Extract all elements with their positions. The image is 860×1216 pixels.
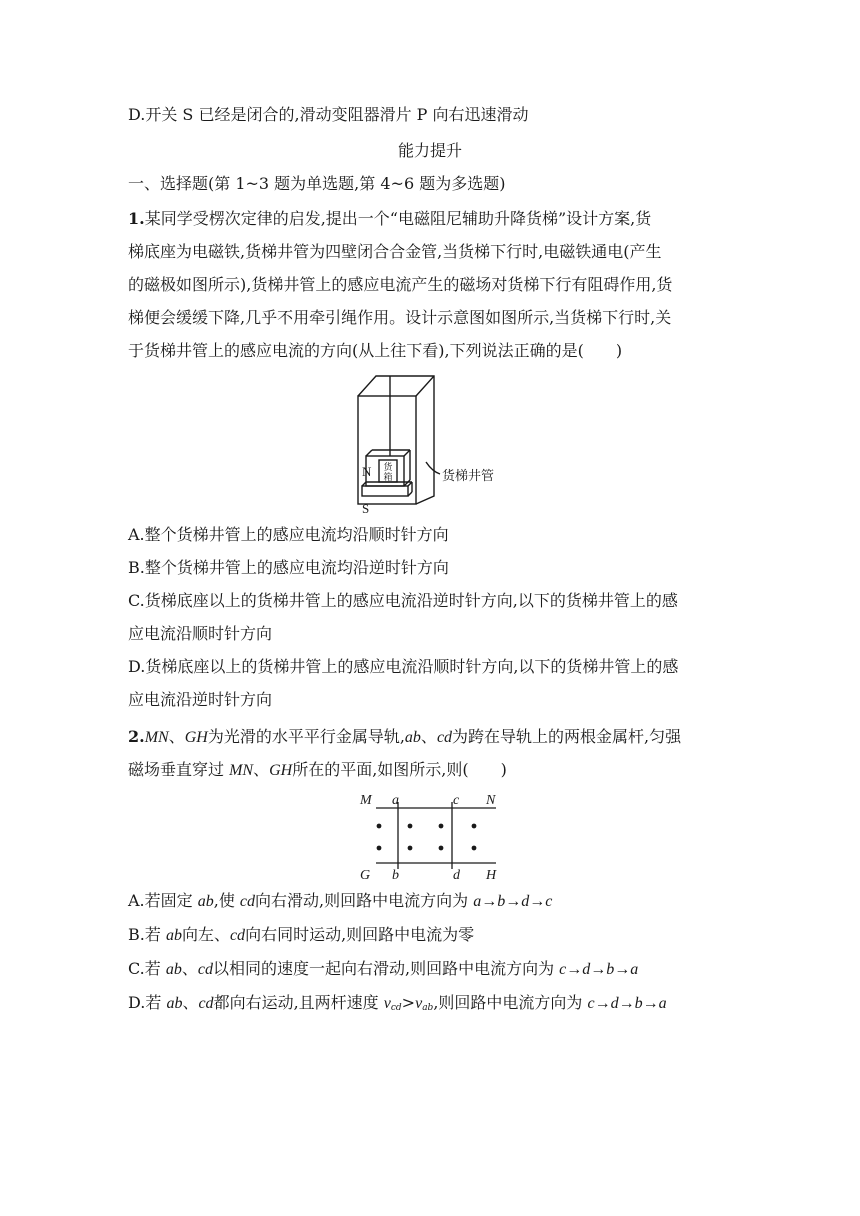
q1-option-c[interactable]: C.货梯底座以上的货梯井管上的感应电流沿逆时针方向,以下的货梯井管上的感 [128,591,678,610]
q2-term: cd [197,961,213,978]
cargo-box-char: 箱 [383,472,393,482]
q2-term: MN [144,729,169,746]
cargo-box-char: 货 [383,462,393,472]
velocity-symbol: v [383,995,391,1012]
velocity-symbol: v [415,995,423,1012]
q1-text-line: 梯底座为电磁铁,货梯井管为四壁闭合合金管,当货梯下行时,电磁铁通电(产生 [128,242,662,261]
q2-current-path: c→d→b→a [559,961,639,978]
rod-label-b: b [392,868,399,882]
q2-term: GH [184,729,208,746]
q1-text-line: 于货梯井管上的感应电流的方向(从上往下看),下列说法正确的是( ) [128,341,623,360]
q2-option-a[interactable] [128,890,552,913]
q2-text: 、 [168,727,185,746]
rod-label-d: d [453,868,460,882]
q2-current-path: a→b→d→c [473,893,553,910]
q2-text: ,则回路中电流方向为 [433,993,588,1012]
q2-text: A.若固定 [128,891,198,910]
part-heading: 一、选择题(第 1~3 题为单选题,第 4~6 题为多选题) [128,174,506,193]
q2-term: cd [229,927,246,944]
rail-label-h: H [486,868,497,882]
figure-label-s: S [362,501,370,514]
q2-text: 向右同时运动,则回路中电流为零 [245,925,475,944]
q2-current-path: c→d→b→a [587,995,667,1012]
velocity-subscript: ab [422,1003,434,1013]
q2-text: 所在的平面,如图所示,则( ) [292,760,507,779]
q2-line-2 [128,759,507,782]
q1-option-a[interactable]: A.整个货梯井管上的感应电流均沿顺时针方向 [128,525,449,544]
q1-text-line: 梯便会缓缓下降,几乎不用牵引绳作用。设计示意图如图所示,当货梯下行时,关 [128,308,672,327]
q2-text: 向右滑动,则回路中电流方向为 [255,891,474,910]
q2-text: 、 [182,993,199,1012]
q1-number: 1. [128,209,145,228]
q1-option-b[interactable]: B.整个货梯井管上的感应电流均沿逆时针方向 [128,558,449,577]
q2-term: cd [436,729,453,746]
q2-term: ab [166,995,183,1012]
q2-text: 、 [181,959,198,978]
q2-text: 都向右运动,且两杆速度 [213,993,384,1012]
rail-label-n: N [486,793,496,808]
q1-option-d-continued: 应电流沿逆时针方向 [128,690,273,709]
q2-term: ab [404,729,421,746]
q2-option-c[interactable] [128,958,638,981]
velocity-subscript: cd [390,1003,402,1013]
q2-number: 2. [128,727,145,746]
q2-text: B.若 [128,925,166,944]
q1-option-c-continued: 应电流沿顺时针方向 [128,624,273,643]
q1-text-line: 的磁极如图所示),货梯井管上的感应电流产生的磁场对货梯下行有阻碍作用,货 [128,275,673,294]
figure-label-n: N [362,464,372,479]
q2-option-d[interactable] [128,992,667,1019]
q2-text: D.若 [128,993,167,1012]
q2-text: 以相同的速度一起向右滑动,则回路中电流方向为 [212,959,560,978]
q2-term: cd [198,995,214,1012]
q2-text: 为跨在导轨上的两根金属杆,匀强 [452,727,682,746]
q2-text: ,使 [213,891,240,910]
rail-label-m: M [360,793,372,808]
figure-pipe-label: 货梯井管 [442,469,495,484]
rod-label-c: c [453,793,460,808]
rails-figure [356,790,506,882]
q2-option-b[interactable] [128,924,474,947]
q1-option-d[interactable]: D.货梯底座以上的货梯井管上的感应电流沿顺时针方向,以下的货梯井管上的感 [128,657,679,676]
section-title: 能力提升 [397,141,462,160]
rod-label-a: a [392,793,399,808]
q2-text: 向左、 [181,925,230,944]
q2-text: C.若 [128,959,166,978]
q1-line-1 [128,208,651,230]
q2-term: ab [165,927,182,944]
greater-than: > [401,993,416,1012]
q2-term: MN [229,762,254,779]
q2-term: ab [165,961,182,978]
rail-label-g: G [360,868,371,882]
q2-term: GH [269,762,293,779]
q2-line-1 [128,726,681,749]
q1-text-line: 某同学受楞次定律的启发,提出一个“电磁阻尼辅助升降货梯”设计方案,货 [144,209,652,228]
q2-term: ab [197,893,214,910]
q2-text: 为光滑的水平平行金属导轨, [207,727,405,746]
q2-text: 、 [420,727,437,746]
elevator-shaft-figure [350,372,520,514]
prev-option-d: D.开关 S 已经是闭合的,滑动变阻器滑片 P 向右迅速滑动 [128,105,529,124]
q2-text: 磁场垂直穿过 [128,760,230,779]
q2-text: 、 [253,760,270,779]
q2-term: cd [239,893,256,910]
